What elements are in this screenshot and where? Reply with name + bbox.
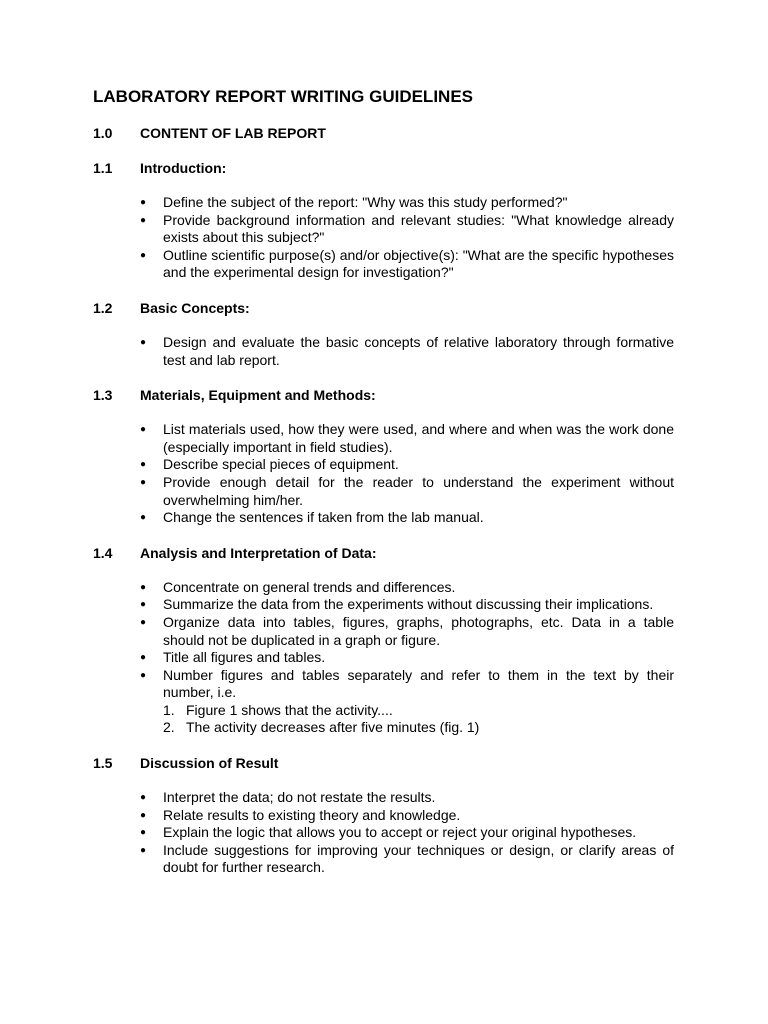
list-item: ● Concentrate on general trends and differences.: [140, 578, 456, 595]
section-heading-1-2: [93, 299, 674, 317]
section-title: CONTENT OF LAB REPORT: [140, 125, 326, 141]
section-title: Discussion of Result: [140, 755, 279, 772]
section-title: Materials, Equipment and Methods:: [140, 387, 376, 404]
introduction-list: [93, 194, 674, 282]
bullet-icon: ●: [140, 336, 147, 348]
discussion-list: [93, 789, 674, 877]
bullet-icon: ●: [140, 844, 147, 856]
bullet-icon: ●: [140, 424, 147, 436]
list-item: ● List materials used, how they were used, and where and when was the work done (especially important in field studies).: [140, 421, 674, 455]
list-item: ● Include suggestions for improving your techniques or design, or clarify areas of doubt for further research.: [140, 841, 674, 876]
list-item: ● Design and evaluate the basic concepts of relative laboratory through formative test and lab report.: [140, 333, 674, 368]
list-item: ● Provide background information and relevant studies: "What knowledge already exists about this subject?": [140, 211, 674, 246]
numbered-sublist: [163, 702, 674, 737]
section-heading-1-3: [93, 386, 674, 404]
list-item: ● Define the subject of the report: "Why was this study performed?": [140, 194, 568, 210]
section-title: Basic Concepts:: [140, 299, 250, 316]
document-title: LABORATORY REPORT WRITING GUIDELINES: [93, 87, 473, 106]
basic-concepts-list: [93, 334, 674, 369]
section-title: Analysis and Interpretation of Data:: [140, 544, 377, 561]
list-item: ● Outline scientific purpose(s) and/or objective(s): "What are the specific hypotheses and the experimental design for investigation?": [140, 246, 674, 281]
bullet-icon: ●: [140, 827, 147, 839]
list-item: ● Change the sentences if taken from the lab manual.: [140, 509, 484, 526]
section-number: 1.3: [93, 387, 113, 404]
bullet-icon: ●: [140, 669, 147, 681]
list-item: ● Interpret the data; do not restate the results.: [140, 789, 436, 806]
sublist-item: 2. The activity decreases after five minutes (fig. 1): [163, 719, 480, 736]
section-number: 1.1: [93, 160, 113, 176]
section-number: 1.5: [93, 755, 113, 772]
bullet-icon: ●: [140, 652, 147, 664]
bullet-icon: ●: [140, 581, 147, 593]
list-item: ● Number figures and tables separately and refer to them in the text by their number, i.e. 1. Figure 1 shows that the activity.... 2. The activity decreases after five minutes (fig. 1): [140, 666, 674, 736]
bullet-icon: ●: [140, 616, 147, 628]
section-heading-1-4: [93, 544, 674, 562]
section-heading-1-5: [93, 754, 674, 772]
bullet-icon: ●: [140, 599, 147, 611]
bullet-icon: ●: [140, 809, 147, 821]
section-heading-1-0: [93, 124, 674, 142]
section-heading-1-1: [93, 159, 674, 177]
list-item: ● Summarize the data from the experiments without discussing their implications.: [140, 596, 654, 613]
bullet-icon: ●: [140, 459, 147, 471]
materials-list: [93, 421, 674, 527]
list-item: ● Relate results to existing theory and knowledge.: [140, 806, 461, 823]
bullet-icon: ●: [140, 214, 147, 226]
list-item: ● Organize data into tables, figures, graphs, photographs, etc. Data in a table should not be duplicated in a graph or figure.: [140, 613, 674, 648]
bullet-icon: ●: [140, 512, 147, 524]
list-item: ● Describe special pieces of equipment.: [140, 456, 399, 473]
sublist-item: 1. Figure 1 shows that the activity....: [163, 701, 393, 718]
section-number: 1.2: [93, 299, 113, 316]
bullet-icon: ●: [140, 249, 147, 261]
bullet-icon: ●: [140, 476, 147, 488]
list-item: ● Provide enough detail for the reader to understand the experiment without overwhelming him/her.: [140, 473, 674, 508]
section-number: 1.4: [93, 544, 113, 561]
list-item: ● Explain the logic that allows you to accept or reject your original hypotheses.: [140, 824, 637, 841]
analysis-list: [93, 579, 674, 737]
bullet-icon: ●: [140, 197, 147, 208]
section-title: Introduction:: [140, 160, 227, 176]
bullet-icon: ●: [140, 792, 147, 804]
list-item: ● Title all figures and tables.: [140, 649, 326, 666]
section-number: 1.0: [93, 125, 113, 141]
